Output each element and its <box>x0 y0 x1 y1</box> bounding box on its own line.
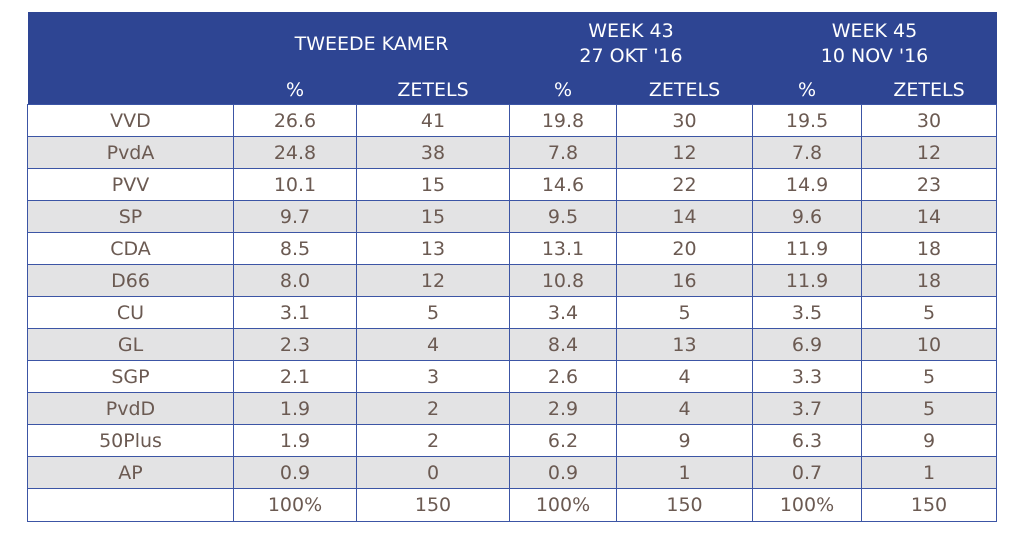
party-cell: SGP <box>28 361 234 393</box>
zetels-cell: 12 <box>617 137 753 169</box>
percent-cell: 14.9 <box>753 169 862 201</box>
table-row <box>28 233 997 265</box>
zetels-cell: 41 <box>357 105 510 137</box>
percent-cell: 14.6 <box>510 169 617 201</box>
percent-cell: 9.6 <box>753 201 862 233</box>
party-cell: SP <box>28 201 234 233</box>
zetels-cell: 5 <box>357 297 510 329</box>
totals-row <box>28 489 997 522</box>
percent-cell: 2.9 <box>510 393 617 425</box>
percent-cell: 19.5 <box>753 105 862 137</box>
party-cell: D66 <box>28 265 234 297</box>
percent-cell: 7.8 <box>510 137 617 169</box>
percent-cell: 0.9 <box>234 457 357 489</box>
percent-cell: 8.4 <box>510 329 617 361</box>
subheader-zetels: ZETELS <box>357 76 510 105</box>
party-cell: PvdA <box>28 137 234 169</box>
zetels-cell: 5 <box>862 297 997 329</box>
party-cell: 50Plus <box>28 425 234 457</box>
percent-cell: 2.1 <box>234 361 357 393</box>
percent-cell: 3.3 <box>753 361 862 393</box>
party-cell: VVD <box>28 105 234 137</box>
party-cell: PVV <box>28 169 234 201</box>
table-row <box>28 297 997 329</box>
zetels-cell: 30 <box>617 105 753 137</box>
group-header-line: WEEK 43 <box>588 20 674 42</box>
zetels-cell: 38 <box>357 137 510 169</box>
group-header-row <box>28 12 997 76</box>
zetels-cell: 1 <box>617 457 753 489</box>
subheader-zetels: ZETELS <box>617 76 753 105</box>
total-cell: 150 <box>862 489 997 522</box>
table-row <box>28 361 997 393</box>
percent-cell: 10.1 <box>234 169 357 201</box>
zetels-cell: 18 <box>862 265 997 297</box>
percent-cell: 11.9 <box>753 265 862 297</box>
table-row <box>28 265 997 297</box>
zetels-cell: 10 <box>862 329 997 361</box>
percent-cell: 6.9 <box>753 329 862 361</box>
table-body <box>28 105 997 522</box>
party-cell: AP <box>28 457 234 489</box>
zetels-cell: 13 <box>617 329 753 361</box>
group-header-week-45 <box>753 12 997 76</box>
table-row <box>28 457 997 489</box>
percent-cell: 6.2 <box>510 425 617 457</box>
percent-cell: 24.8 <box>234 137 357 169</box>
percent-cell: 13.1 <box>510 233 617 265</box>
table-row <box>28 329 997 361</box>
table-row <box>28 201 997 233</box>
percent-cell: 9.5 <box>510 201 617 233</box>
party-cell: GL <box>28 329 234 361</box>
zetels-cell: 2 <box>357 425 510 457</box>
subheader-percent: % <box>753 76 862 105</box>
zetels-cell: 4 <box>617 393 753 425</box>
zetels-cell: 14 <box>617 201 753 233</box>
total-label-cell <box>28 489 234 522</box>
zetels-cell: 15 <box>357 201 510 233</box>
total-cell: 150 <box>617 489 753 522</box>
group-header-tweede-kamer <box>234 12 510 76</box>
total-cell: 100% <box>234 489 357 522</box>
percent-cell: 1.9 <box>234 393 357 425</box>
party-cell: CDA <box>28 233 234 265</box>
subheader-percent: % <box>234 76 357 105</box>
percent-cell: 3.7 <box>753 393 862 425</box>
zetels-cell: 4 <box>357 329 510 361</box>
zetels-cell: 0 <box>357 457 510 489</box>
zetels-cell: 5 <box>862 393 997 425</box>
table-row <box>28 169 997 201</box>
group-header-line: WEEK 45 <box>831 20 918 42</box>
zetels-cell: 16 <box>617 265 753 297</box>
percent-cell: 3.1 <box>234 297 357 329</box>
group-header-party <box>28 12 234 76</box>
percent-cell: 3.5 <box>753 297 862 329</box>
zetels-cell: 20 <box>617 233 753 265</box>
subheader-zetels: ZETELS <box>862 76 997 105</box>
zetels-cell: 2 <box>357 393 510 425</box>
percent-cell: 6.3 <box>753 425 862 457</box>
zetels-cell: 13 <box>357 233 510 265</box>
zetels-cell: 9 <box>617 425 753 457</box>
percent-cell: 26.6 <box>234 105 357 137</box>
total-cell: 100% <box>753 489 862 522</box>
group-header-line: 10 NOV '16 <box>820 45 929 67</box>
group-header-week-43 <box>510 12 753 76</box>
percent-cell: 10.8 <box>510 265 617 297</box>
subheader-percent: % <box>510 76 617 105</box>
zetels-cell: 4 <box>617 361 753 393</box>
zetels-cell: 5 <box>862 361 997 393</box>
percent-cell: 3.4 <box>510 297 617 329</box>
zetels-cell: 12 <box>357 265 510 297</box>
zetels-cell: 5 <box>617 297 753 329</box>
party-cell: CU <box>28 297 234 329</box>
group-header-line: TWEEDE KAMER <box>294 32 449 55</box>
zetels-cell: 22 <box>617 169 753 201</box>
zetels-cell: 23 <box>862 169 997 201</box>
party-cell: PvdD <box>28 393 234 425</box>
zetels-cell: 3 <box>357 361 510 393</box>
zetels-cell: 9 <box>862 425 997 457</box>
percent-cell: 1.9 <box>234 425 357 457</box>
table-row <box>28 393 997 425</box>
percent-cell: 0.7 <box>753 457 862 489</box>
percent-cell: 9.7 <box>234 201 357 233</box>
table-row <box>28 137 997 169</box>
percent-cell: 8.5 <box>234 233 357 265</box>
percent-cell: 2.3 <box>234 329 357 361</box>
poll-table <box>27 12 997 522</box>
zetels-cell: 14 <box>862 201 997 233</box>
zetels-cell: 12 <box>862 137 997 169</box>
zetels-cell: 1 <box>862 457 997 489</box>
percent-cell: 2.6 <box>510 361 617 393</box>
table-row <box>28 105 997 137</box>
table-row <box>28 425 997 457</box>
percent-cell: 0.9 <box>510 457 617 489</box>
zetels-cell: 30 <box>862 105 997 137</box>
total-cell: 100% <box>510 489 617 522</box>
percent-cell: 19.8 <box>510 105 617 137</box>
group-header-line: 27 OKT '16 <box>579 45 683 67</box>
percent-cell: 7.8 <box>753 137 862 169</box>
zetels-cell: 18 <box>862 233 997 265</box>
table-header <box>28 12 997 105</box>
total-cell: 150 <box>357 489 510 522</box>
subheader-row <box>28 76 997 105</box>
percent-cell: 8.0 <box>234 265 357 297</box>
subheader-party <box>28 76 234 105</box>
percent-cell: 11.9 <box>753 233 862 265</box>
zetels-cell: 15 <box>357 169 510 201</box>
